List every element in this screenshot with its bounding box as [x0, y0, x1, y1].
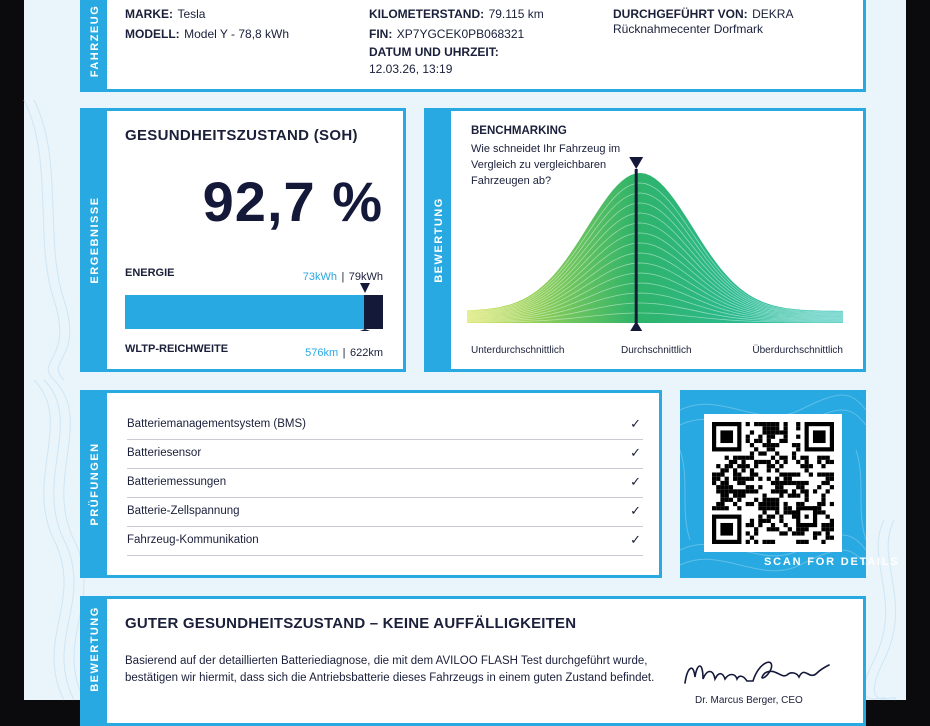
vehicle-rail-label: FAHRZEUG: [89, 4, 101, 78]
evaluation-rail-label: BEWERTUNG: [433, 197, 445, 283]
make-row: [125, 5, 205, 23]
evaluation-rail: [427, 111, 451, 369]
range-separator: |: [342, 347, 346, 359]
energy-label: ENERGIE: [125, 267, 175, 279]
make-value: Tesla: [177, 7, 206, 21]
summary-text: Basierend auf der detaillierten Batteriediagnose, die mit dem AVILOO FLASH Test durchgeführt wurde, bestätigen wir hiermit, dass sich die Antriebsbatterie dieses Fahrzeugs in einem guten Zustand befindet.: [125, 655, 655, 684]
range-values: [305, 343, 383, 361]
datetime-label: DATUM UND UHRZEIT:: [369, 45, 499, 59]
soh-title: GESUNDHEITSZUSTAND (SOH): [125, 127, 358, 144]
check-label: Fahrzeug-Kommunikation: [127, 534, 259, 546]
checks-rail-label: PRÜFUNGEN: [89, 442, 101, 526]
soh-bar: [125, 281, 389, 333]
checkmark-icon: ✓: [630, 503, 641, 518]
range-current: 576km: [305, 347, 339, 359]
checkmark-icon: ✓: [630, 474, 641, 489]
vin-row: [369, 25, 524, 43]
energy-separator: |: [341, 271, 345, 283]
vehicle-rail: [83, 0, 107, 89]
vin-label: FIN:: [369, 27, 393, 41]
qr-card[interactable]: [680, 390, 900, 578]
checks-card: [80, 390, 662, 578]
vin-value: XP7YGCEK0PB068321: [396, 27, 525, 41]
energy-nominal: 79kWh: [348, 271, 383, 283]
checkmark-icon: ✓: [630, 416, 641, 431]
make-label: MARKE:: [125, 7, 173, 21]
checkmark-icon: ✓: [630, 445, 641, 460]
checks-rail: [83, 393, 107, 575]
results-card: [80, 108, 406, 372]
model-row: [125, 25, 289, 43]
mileage-label: KILOMETERSTAND:: [369, 7, 485, 21]
check-label: Batterie-Zellspannung: [127, 505, 240, 517]
energy-current: 73kWh: [302, 271, 337, 283]
summary-title: GUTER GESUNDHEITSZUSTAND – KEINE AUFFÄLLIGKEITEN: [125, 615, 577, 632]
range-nominal: 622km: [349, 347, 383, 359]
results-rail: [83, 111, 107, 369]
check-label: Batteriemanagementsystem (BMS): [127, 418, 306, 430]
benchmark-question: Wie schneidet Ihr Fahrzeug im Vergleich zu vergleichbaren Fahrzeugen ab?: [471, 143, 621, 187]
model-value: Model Y - 78,8 kWh: [184, 27, 290, 41]
model-label: MODELL:: [125, 27, 180, 41]
results-rail-label: ERGEBNISSE: [89, 196, 101, 284]
performed-label: DURCHGEFÜHRT VON:: [613, 7, 748, 21]
certificate-page: [24, 0, 906, 706]
check-label: Batteriesensor: [127, 447, 202, 459]
soh-bar-fill: [125, 295, 364, 329]
range-label: WLTP-REICHWEITE: [125, 343, 229, 355]
performed-row: [613, 5, 793, 23]
soh-marker-top-icon: [360, 283, 370, 293]
signature-image: [679, 651, 839, 691]
benchmark-card: [424, 108, 866, 372]
check-row-cell-voltage: [127, 498, 643, 527]
axis-label-mid: Durchschnittlich: [621, 345, 692, 356]
benchmark-title: BENCHMARKING: [471, 125, 567, 137]
datetime-value: 12.03.26, 13:19: [369, 62, 453, 76]
vehicle-info-card: [80, 0, 866, 92]
check-row-bms: [127, 411, 643, 440]
mileage-row: [369, 5, 544, 23]
checkmark-icon: ✓: [630, 532, 641, 547]
axis-label-high: Überdurchschnittlich: [752, 345, 843, 356]
check-row-measurements: [127, 469, 643, 498]
qr-code-icon[interactable]: [712, 422, 834, 544]
summary-card: [80, 596, 866, 726]
signatory-name: Dr. Marcus Berger, CEO: [695, 695, 803, 706]
summary-rail-label: BEWERTUNG: [89, 605, 101, 692]
soh-value: 92,7 %: [202, 170, 383, 233]
check-label: Batteriemessungen: [127, 476, 227, 488]
check-row-communication: [127, 527, 643, 556]
check-row-sensor: [127, 440, 643, 469]
summary-rail: [83, 599, 107, 723]
performed-value: DEKRA: [752, 7, 794, 21]
axis-label-low: Unterdurchschnittlich: [471, 345, 565, 356]
mileage-value: 79.115 km: [488, 7, 544, 21]
vehicle-position-top-icon: [629, 157, 643, 169]
soh-marker-bottom-icon: [360, 329, 370, 331]
qr-code-frame[interactable]: [704, 414, 842, 552]
qr-caption: SCAN FOR DETAILS: [764, 556, 900, 568]
performed-location: Rücknahmecenter Dorfmark: [613, 22, 764, 36]
